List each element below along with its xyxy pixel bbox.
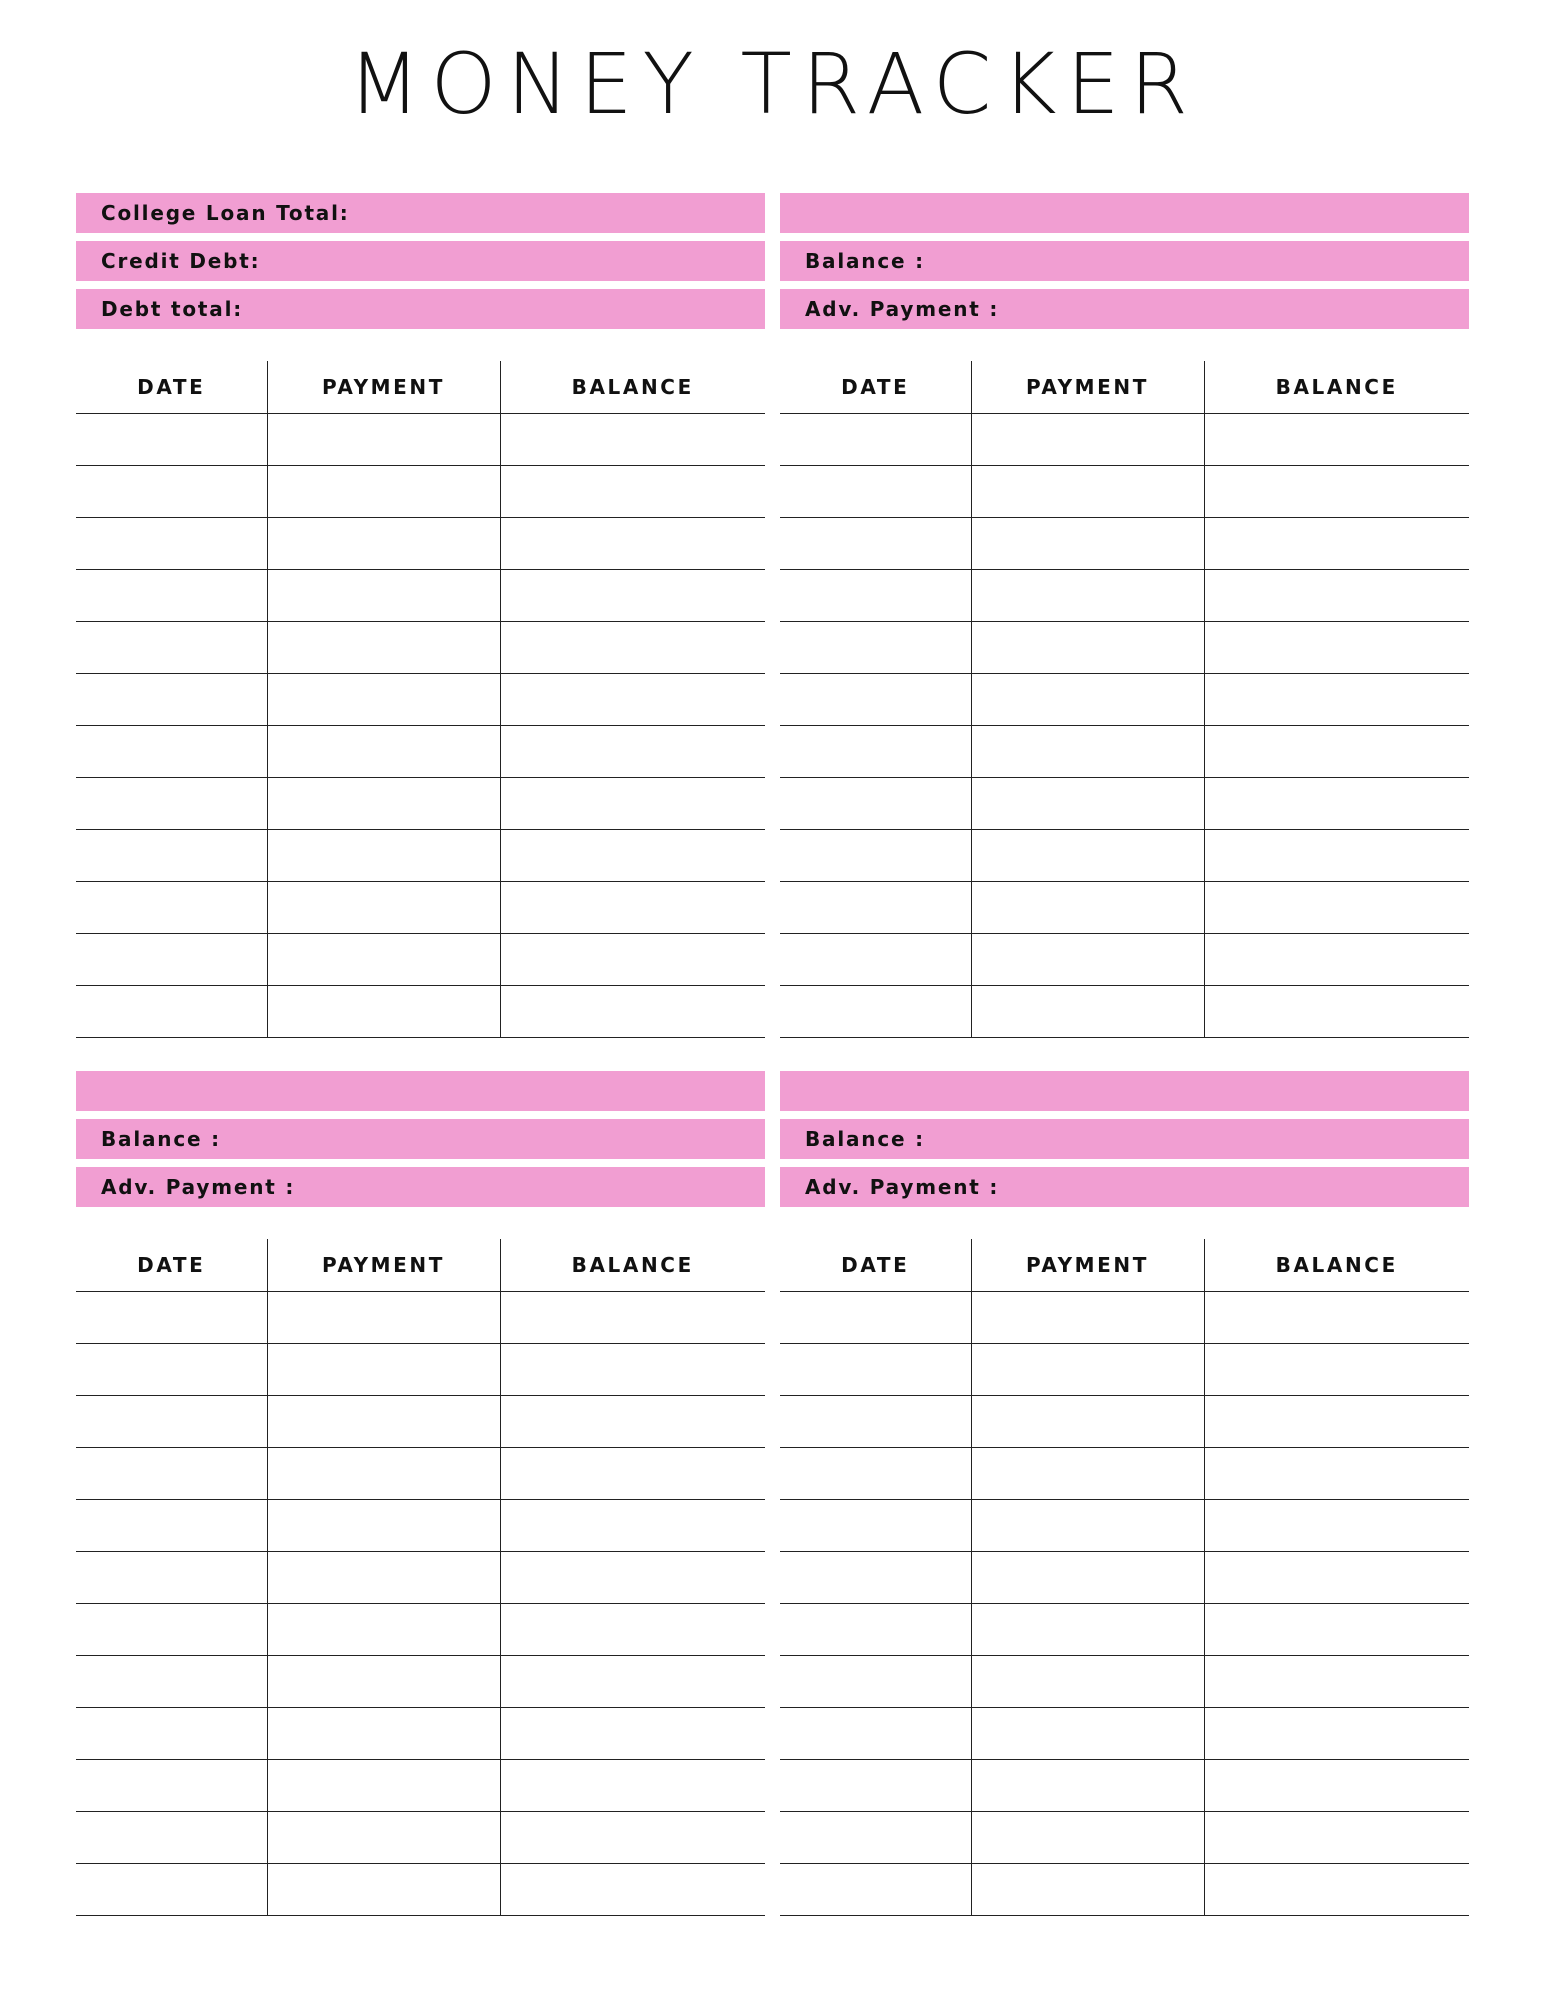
date-cell[interactable] bbox=[780, 934, 971, 986]
summary-bar bbox=[76, 1167, 765, 1207]
balance-cell[interactable] bbox=[500, 986, 765, 1038]
date-cell[interactable] bbox=[76, 1500, 267, 1552]
column-header: DATE bbox=[76, 361, 267, 414]
date-cell[interactable] bbox=[780, 1344, 971, 1396]
tracker-panel-bottom-right bbox=[780, 1071, 1469, 1916]
payment-cell[interactable] bbox=[971, 1448, 1204, 1500]
summary-bar bbox=[780, 241, 1469, 281]
balance-cell[interactable] bbox=[500, 882, 765, 934]
payment-cell[interactable] bbox=[971, 726, 1204, 778]
summary-bar bbox=[780, 289, 1469, 329]
payment-cell[interactable] bbox=[971, 622, 1204, 674]
ledger-row bbox=[76, 934, 765, 986]
payment-cell[interactable] bbox=[267, 1604, 500, 1656]
balance-cell[interactable] bbox=[1204, 1344, 1469, 1396]
summary-bar-label: Debt total: bbox=[101, 297, 244, 321]
date-cell[interactable] bbox=[780, 1604, 971, 1656]
date-cell[interactable] bbox=[76, 882, 267, 934]
payment-cell[interactable] bbox=[267, 1864, 500, 1916]
balance-cell[interactable] bbox=[500, 414, 765, 466]
ledger-row bbox=[780, 882, 1469, 934]
payment-cell[interactable] bbox=[971, 518, 1204, 570]
ledger-row bbox=[780, 726, 1469, 778]
date-cell[interactable] bbox=[76, 726, 267, 778]
balance-cell[interactable] bbox=[1204, 1448, 1469, 1500]
balance-cell[interactable] bbox=[1204, 1552, 1469, 1604]
balance-cell[interactable] bbox=[1204, 1656, 1469, 1708]
payment-cell[interactable] bbox=[971, 934, 1204, 986]
ledger-row bbox=[780, 1864, 1469, 1916]
payment-cell[interactable] bbox=[267, 1396, 500, 1448]
balance-cell[interactable] bbox=[500, 1448, 765, 1500]
payment-cell[interactable] bbox=[267, 1812, 500, 1864]
ledger-row bbox=[780, 518, 1469, 570]
balance-cell[interactable] bbox=[1204, 1292, 1469, 1344]
payment-cell[interactable] bbox=[267, 830, 500, 882]
ledger-header-row bbox=[76, 361, 765, 414]
date-cell[interactable] bbox=[76, 570, 267, 622]
date-cell[interactable] bbox=[780, 726, 971, 778]
payment-cell[interactable] bbox=[971, 1656, 1204, 1708]
ledger-row bbox=[76, 518, 765, 570]
date-cell[interactable] bbox=[76, 986, 267, 1038]
column-header: BALANCE bbox=[1204, 1239, 1469, 1292]
panel-spacer bbox=[76, 337, 765, 361]
date-cell[interactable] bbox=[76, 1760, 267, 1812]
date-cell[interactable] bbox=[76, 466, 267, 518]
payment-cell[interactable] bbox=[971, 1396, 1204, 1448]
ledger-row bbox=[76, 882, 765, 934]
payment-cell[interactable] bbox=[267, 622, 500, 674]
summary-bar-label: Credit Debt: bbox=[101, 249, 261, 273]
payment-cell[interactable] bbox=[267, 466, 500, 518]
payment-cell[interactable] bbox=[267, 934, 500, 986]
ledger-row bbox=[76, 1812, 765, 1864]
date-cell[interactable] bbox=[780, 622, 971, 674]
panel-spacer bbox=[780, 1215, 1469, 1239]
payment-cell[interactable] bbox=[971, 1812, 1204, 1864]
date-cell[interactable] bbox=[780, 986, 971, 1038]
ledger-row bbox=[76, 1708, 765, 1760]
payment-cell[interactable] bbox=[971, 1500, 1204, 1552]
ledger-row bbox=[780, 1292, 1469, 1344]
date-cell[interactable] bbox=[76, 1604, 267, 1656]
balance-cell[interactable] bbox=[1204, 1708, 1469, 1760]
payment-cell[interactable] bbox=[267, 674, 500, 726]
balance-cell[interactable] bbox=[500, 622, 765, 674]
ledger-row bbox=[780, 934, 1469, 986]
payment-cell[interactable] bbox=[971, 414, 1204, 466]
column-header: DATE bbox=[780, 361, 971, 414]
date-cell[interactable] bbox=[780, 674, 971, 726]
ledger-row bbox=[780, 1448, 1469, 1500]
payment-cell[interactable] bbox=[267, 1656, 500, 1708]
ledger-row bbox=[780, 830, 1469, 882]
balance-cell[interactable] bbox=[1204, 778, 1469, 830]
payment-cell[interactable] bbox=[971, 1708, 1204, 1760]
payment-cell[interactable] bbox=[267, 1292, 500, 1344]
ledger-row bbox=[780, 1760, 1469, 1812]
column-header: BALANCE bbox=[500, 361, 765, 414]
balance-cell[interactable] bbox=[500, 674, 765, 726]
payment-cell[interactable] bbox=[971, 1760, 1204, 1812]
ledger-row bbox=[76, 830, 765, 882]
balance-cell[interactable] bbox=[500, 1656, 765, 1708]
date-cell[interactable] bbox=[780, 1760, 971, 1812]
ledger-row bbox=[76, 466, 765, 518]
summary-bar bbox=[76, 1119, 765, 1159]
payment-cell[interactable] bbox=[971, 1552, 1204, 1604]
panel-title-field[interactable] bbox=[780, 1071, 1469, 1111]
payment-cell[interactable] bbox=[267, 1448, 500, 1500]
column-header: BALANCE bbox=[500, 1239, 765, 1292]
balance-cell[interactable] bbox=[500, 1604, 765, 1656]
ledger-row bbox=[780, 986, 1469, 1038]
column-header: DATE bbox=[780, 1239, 971, 1292]
balance-cell[interactable] bbox=[1204, 1604, 1469, 1656]
balance-cell[interactable] bbox=[500, 1396, 765, 1448]
ledger-row bbox=[76, 570, 765, 622]
payment-cell[interactable] bbox=[267, 414, 500, 466]
column-header: PAYMENT bbox=[971, 1239, 1204, 1292]
payment-cell[interactable] bbox=[267, 986, 500, 1038]
ledger-table bbox=[780, 1239, 1469, 1916]
ledger-row bbox=[76, 1760, 765, 1812]
summary-bar-label: Adv. Payment : bbox=[805, 297, 1000, 321]
balance-cell[interactable] bbox=[1204, 986, 1469, 1038]
ledger-row bbox=[780, 1552, 1469, 1604]
balance-cell[interactable] bbox=[500, 1292, 765, 1344]
balance-cell[interactable] bbox=[1204, 830, 1469, 882]
ledger-row bbox=[76, 1500, 765, 1552]
summary-bar-label: Balance : bbox=[805, 1127, 925, 1151]
date-cell[interactable] bbox=[780, 414, 971, 466]
balance-cell[interactable] bbox=[500, 1864, 765, 1916]
date-cell[interactable] bbox=[76, 1864, 267, 1916]
ledger-row bbox=[780, 1500, 1469, 1552]
summary-bar-label: Balance : bbox=[805, 249, 925, 273]
balance-cell[interactable] bbox=[500, 1760, 765, 1812]
balance-cell[interactable] bbox=[1204, 674, 1469, 726]
balance-cell[interactable] bbox=[500, 518, 765, 570]
date-cell[interactable] bbox=[76, 1396, 267, 1448]
summary-bar bbox=[76, 193, 765, 233]
panel-spacer bbox=[780, 337, 1469, 361]
balance-cell[interactable] bbox=[1204, 1760, 1469, 1812]
panel-spacer bbox=[76, 1215, 765, 1239]
ledger-row bbox=[76, 1396, 765, 1448]
payment-cell[interactable] bbox=[971, 986, 1204, 1038]
ledger-row bbox=[76, 1448, 765, 1500]
balance-cell[interactable] bbox=[500, 466, 765, 518]
ledger-row bbox=[76, 1292, 765, 1344]
date-cell[interactable] bbox=[780, 518, 971, 570]
date-cell[interactable] bbox=[780, 570, 971, 622]
ledger-header-row bbox=[76, 1239, 765, 1292]
balance-cell[interactable] bbox=[1204, 1864, 1469, 1916]
balance-cell[interactable] bbox=[1204, 882, 1469, 934]
date-cell[interactable] bbox=[780, 1552, 971, 1604]
payment-cell[interactable] bbox=[971, 1864, 1204, 1916]
date-cell[interactable] bbox=[780, 882, 971, 934]
balance-cell[interactable] bbox=[500, 1708, 765, 1760]
date-cell[interactable] bbox=[76, 1656, 267, 1708]
ledger-row bbox=[76, 622, 765, 674]
payment-cell[interactable] bbox=[971, 570, 1204, 622]
ledger-row bbox=[76, 674, 765, 726]
date-cell[interactable] bbox=[76, 1552, 267, 1604]
date-cell[interactable] bbox=[76, 1448, 267, 1500]
summary-bar bbox=[76, 241, 765, 281]
balance-cell[interactable] bbox=[1204, 570, 1469, 622]
balance-cell[interactable] bbox=[500, 1344, 765, 1396]
tracker-panel-top-left bbox=[76, 193, 765, 1038]
ledger-row bbox=[76, 1656, 765, 1708]
payment-cell[interactable] bbox=[971, 1604, 1204, 1656]
date-cell[interactable] bbox=[780, 1708, 971, 1760]
payment-cell[interactable] bbox=[267, 882, 500, 934]
ledger-table bbox=[780, 361, 1469, 1038]
ledger-row bbox=[780, 1812, 1469, 1864]
ledger-row bbox=[76, 1344, 765, 1396]
ledger-row bbox=[76, 778, 765, 830]
balance-cell[interactable] bbox=[1204, 622, 1469, 674]
balance-cell[interactable] bbox=[1204, 1396, 1469, 1448]
ledger-row bbox=[76, 986, 765, 1038]
summary-bar bbox=[76, 289, 765, 329]
date-cell[interactable] bbox=[76, 778, 267, 830]
balance-cell[interactable] bbox=[500, 934, 765, 986]
balance-cell[interactable] bbox=[500, 726, 765, 778]
payment-cell[interactable] bbox=[971, 466, 1204, 518]
column-header: BALANCE bbox=[1204, 361, 1469, 414]
summary-bar bbox=[780, 1119, 1469, 1159]
ledger-row bbox=[780, 1708, 1469, 1760]
date-cell[interactable] bbox=[780, 1500, 971, 1552]
balance-cell[interactable] bbox=[1204, 1812, 1469, 1864]
ledger-row bbox=[76, 414, 765, 466]
date-cell[interactable] bbox=[76, 622, 267, 674]
balance-cell[interactable] bbox=[500, 830, 765, 882]
ledger-row bbox=[76, 1552, 765, 1604]
panel-title-field[interactable] bbox=[780, 193, 1469, 233]
payment-cell[interactable] bbox=[267, 1500, 500, 1552]
balance-cell[interactable] bbox=[1204, 1500, 1469, 1552]
date-cell[interactable] bbox=[76, 1344, 267, 1396]
ledger-row bbox=[76, 1864, 765, 1916]
date-cell[interactable] bbox=[76, 1708, 267, 1760]
ledger-header-row bbox=[780, 1239, 1469, 1292]
ledger-row bbox=[780, 674, 1469, 726]
date-cell[interactable] bbox=[76, 1812, 267, 1864]
summary-bar bbox=[780, 1167, 1469, 1207]
date-cell[interactable] bbox=[76, 934, 267, 986]
date-cell[interactable] bbox=[780, 1812, 971, 1864]
payment-cell[interactable] bbox=[971, 778, 1204, 830]
ledger-row bbox=[76, 726, 765, 778]
ledger-table bbox=[76, 1239, 765, 1916]
date-cell[interactable] bbox=[76, 830, 267, 882]
date-cell[interactable] bbox=[780, 1396, 971, 1448]
date-cell[interactable] bbox=[76, 518, 267, 570]
payment-cell[interactable] bbox=[267, 570, 500, 622]
ledger-table bbox=[76, 361, 765, 1038]
payment-cell[interactable] bbox=[971, 674, 1204, 726]
column-header: PAYMENT bbox=[267, 361, 500, 414]
payment-cell[interactable] bbox=[267, 518, 500, 570]
date-cell[interactable] bbox=[780, 1292, 971, 1344]
ledger-row bbox=[780, 1344, 1469, 1396]
date-cell[interactable] bbox=[780, 466, 971, 518]
column-header: DATE bbox=[76, 1239, 267, 1292]
payment-cell[interactable] bbox=[267, 1552, 500, 1604]
date-cell[interactable] bbox=[76, 1292, 267, 1344]
date-cell[interactable] bbox=[76, 674, 267, 726]
ledger-header-row bbox=[780, 361, 1469, 414]
ledger-row bbox=[76, 1604, 765, 1656]
ledger-row bbox=[780, 570, 1469, 622]
payment-cell[interactable] bbox=[267, 1760, 500, 1812]
balance-cell[interactable] bbox=[500, 570, 765, 622]
balance-cell[interactable] bbox=[1204, 726, 1469, 778]
ledger-row bbox=[780, 1656, 1469, 1708]
ledger-row bbox=[780, 622, 1469, 674]
panel-title-field[interactable] bbox=[76, 1071, 765, 1111]
tracker-panel-bottom-left bbox=[76, 1071, 765, 1916]
summary-bar-label: Balance : bbox=[101, 1127, 221, 1151]
balance-cell[interactable] bbox=[1204, 466, 1469, 518]
balance-cell[interactable] bbox=[1204, 934, 1469, 986]
balance-cell[interactable] bbox=[500, 1500, 765, 1552]
date-cell[interactable] bbox=[76, 414, 267, 466]
summary-bar-label: College Loan Total: bbox=[101, 201, 350, 225]
tracker-panel-top-right bbox=[780, 193, 1469, 1038]
column-header: PAYMENT bbox=[971, 361, 1204, 414]
ledger-row bbox=[780, 1396, 1469, 1448]
payment-cell[interactable] bbox=[971, 830, 1204, 882]
balance-cell[interactable] bbox=[500, 778, 765, 830]
payment-cell[interactable] bbox=[971, 1344, 1204, 1396]
column-header: PAYMENT bbox=[267, 1239, 500, 1292]
date-cell[interactable] bbox=[780, 1448, 971, 1500]
payment-cell[interactable] bbox=[971, 1292, 1204, 1344]
balance-cell[interactable] bbox=[500, 1812, 765, 1864]
page-title: MONEY TRACKER bbox=[348, 35, 1198, 133]
ledger-row bbox=[780, 414, 1469, 466]
payment-cell[interactable] bbox=[267, 726, 500, 778]
payment-cell[interactable] bbox=[971, 882, 1204, 934]
balance-cell[interactable] bbox=[1204, 414, 1469, 466]
date-cell[interactable] bbox=[780, 1656, 971, 1708]
payment-cell[interactable] bbox=[267, 778, 500, 830]
ledger-row bbox=[780, 1604, 1469, 1656]
balance-cell[interactable] bbox=[1204, 518, 1469, 570]
summary-bar-label: Adv. Payment : bbox=[101, 1175, 296, 1199]
ledger-row bbox=[780, 466, 1469, 518]
summary-bar-label: Adv. Payment : bbox=[805, 1175, 1000, 1199]
date-cell[interactable] bbox=[780, 778, 971, 830]
date-cell[interactable] bbox=[780, 1864, 971, 1916]
payment-cell[interactable] bbox=[267, 1344, 500, 1396]
ledger-row bbox=[780, 778, 1469, 830]
date-cell[interactable] bbox=[780, 830, 971, 882]
payment-cell[interactable] bbox=[267, 1708, 500, 1760]
balance-cell[interactable] bbox=[500, 1552, 765, 1604]
